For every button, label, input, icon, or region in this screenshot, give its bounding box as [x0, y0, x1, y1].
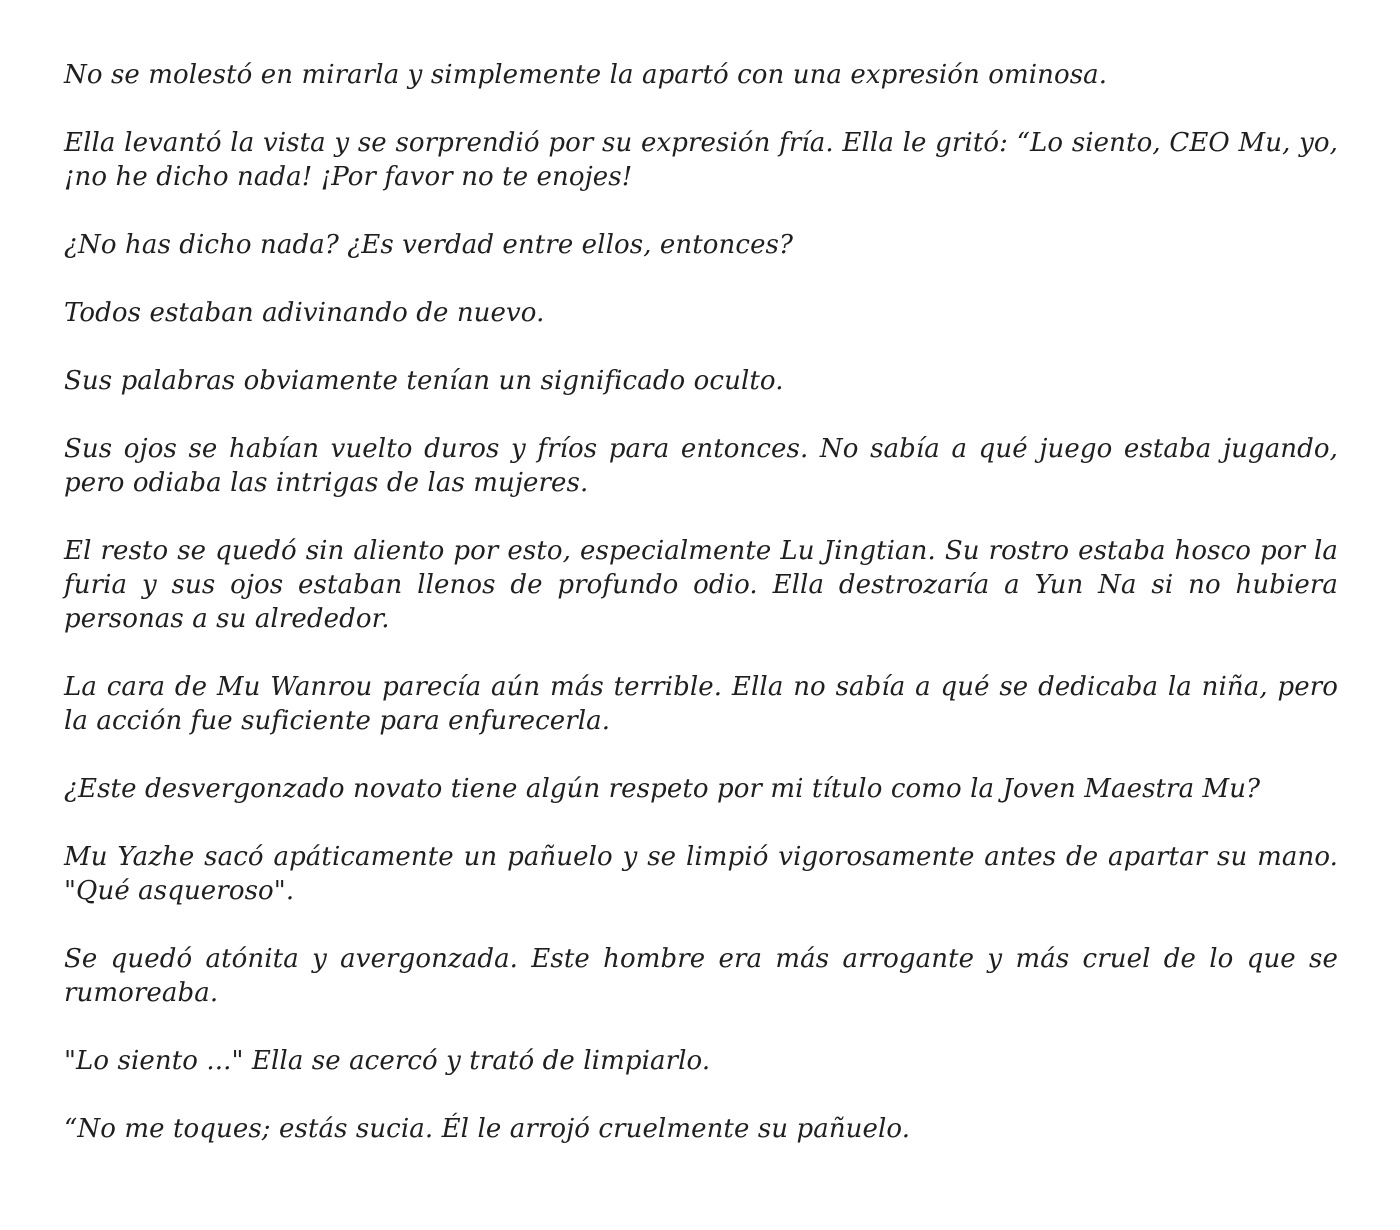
paragraph: "Lo siento ..." Ella se acercó y trató de limpiarlo.	[64, 1046, 711, 1076]
paragraph: ¿No has dicho nada? ¿Es verdad entre ellos, entonces?	[64, 230, 794, 260]
paragraph: Sus palabras obviamente tenían un significado oculto.	[64, 366, 784, 396]
paragraph: ¿Este desvergonzado novato tiene algún respeto por mi título como la Joven Maestra Mu?	[64, 774, 1261, 804]
paragraph: “No me toques; estás sucia. Él le arrojó cruelmente su pañuelo.	[64, 1114, 911, 1144]
paragraph: El resto se quedó sin aliento por esto, especialmente Lu Jingtian. Su rostro estaba hosco por la furia y sus ojos estaban llenos de profundo odio. Ella destrozaría a Yun Na si no hubiera personas a su alrededor.	[64, 536, 1338, 634]
paragraph: Sus ojos se habían vuelto duros y fríos para entonces. No sabía a qué juego estaba jugando, pero odiaba las intrigas de las mujeres.	[64, 434, 1338, 498]
paragraph: Se quedó atónita y avergonzada. Este hombre era más arrogante y más cruel de lo que se rumoreaba.	[64, 944, 1338, 1008]
paragraph: La cara de Mu Wanrou parecía aún más terrible. Ella no sabía a qué se dedicaba la niña, pero la acción fue suficiente para enfurecerla.	[64, 672, 1338, 736]
document-body	[64, 58, 1338, 1180]
paragraph: Mu Yazhe sacó apáticamente un pañuelo y se limpió vigorosamente antes de apartar su mano. "Qué asqueroso".	[64, 842, 1338, 906]
paragraph: No se molestó en mirarla y simplemente la apartó con una expresión ominosa.	[64, 60, 1108, 90]
paragraph: Todos estaban adivinando de nuevo.	[64, 298, 545, 328]
paragraph: Ella levantó la vista y se sorprendió por su expresión fría. Ella le gritó: “Lo siento, CEO Mu, yo, ¡no he dicho nada! ¡Por favor no te enojes!	[64, 128, 1338, 192]
